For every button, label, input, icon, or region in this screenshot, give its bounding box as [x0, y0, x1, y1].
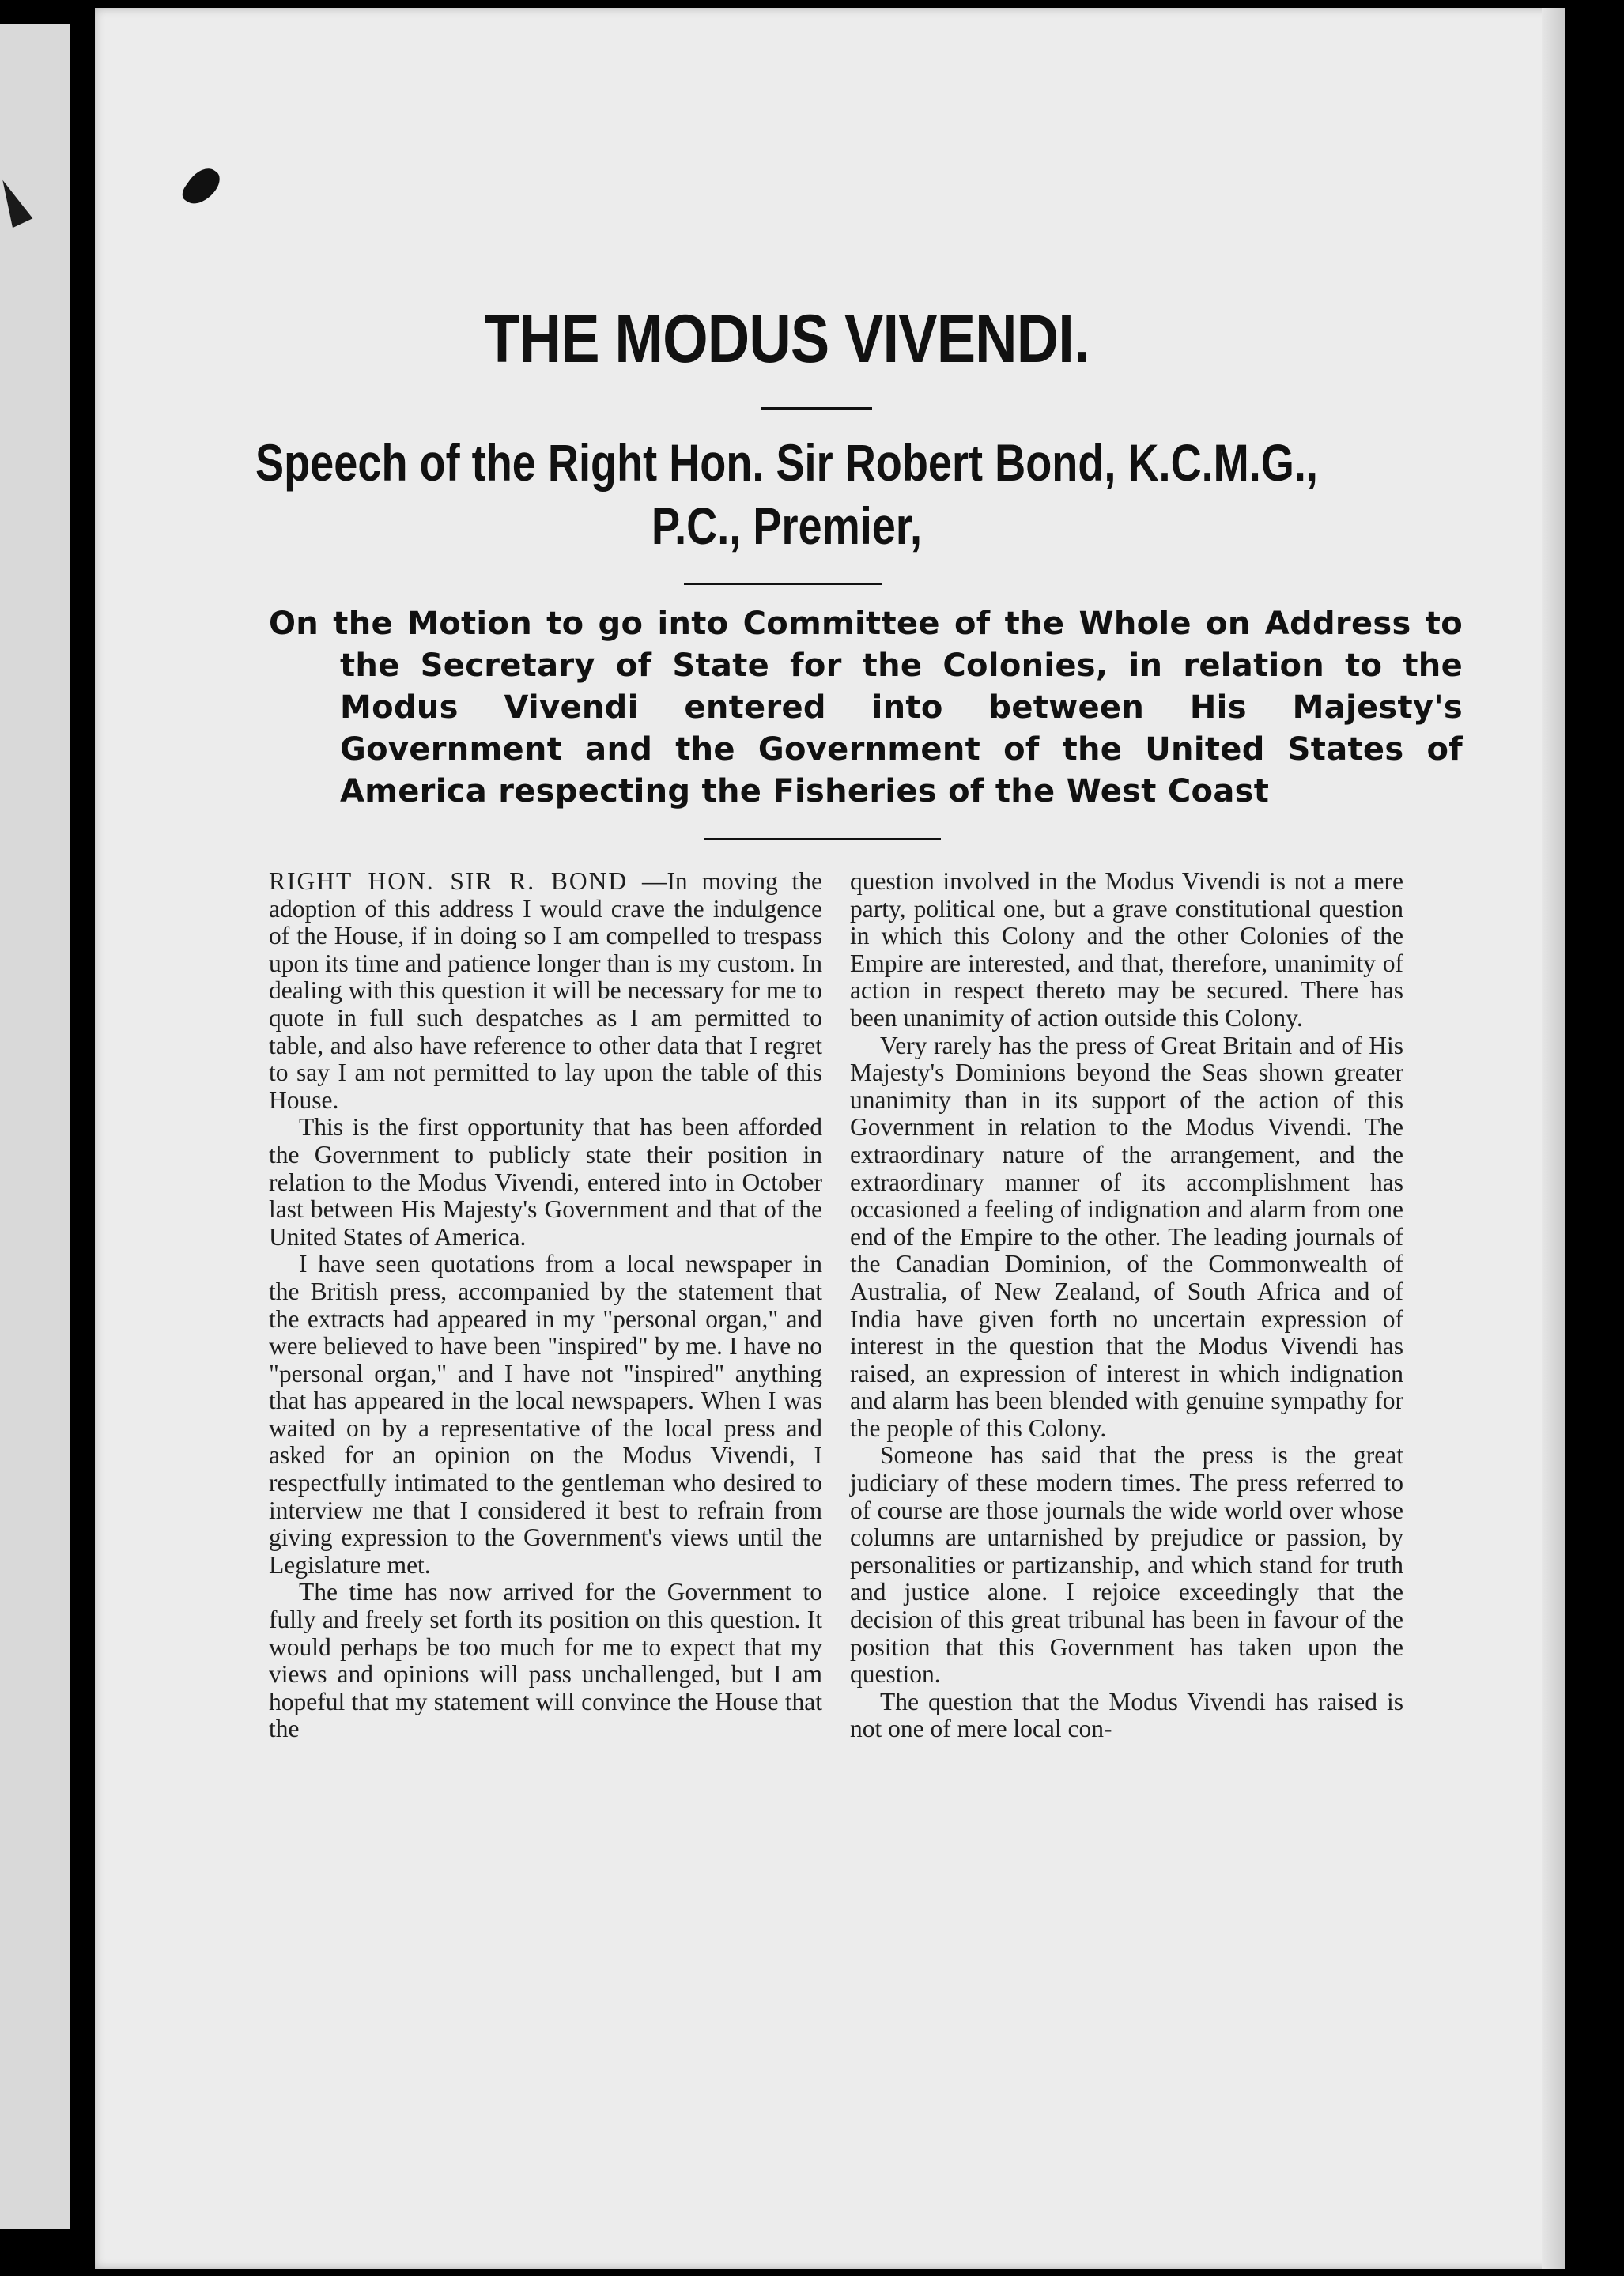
- document-page: [95, 8, 1565, 2269]
- paragraph: question involved in the Modus Vivendi is not a mere party, political one, but a grave constitutional question in which this Colony and the other Colonies of the Empire are interested, and that, therefore, unanimity of action in respect thereto may be secured. There has been unanimity of action outside this Colony.: [850, 867, 1403, 1032]
- text-column-left: [269, 868, 822, 1743]
- paragraph: This is the first opportunity that has been afforded the Government to publicly state their position in relation to the Modus Vivendi, entered into in October last between His Majesty's Government and that of the United States of America.: [269, 1113, 822, 1251]
- motion-heading: On the Motion to go into Committee of the Whole on Address to the Secretary of State for the Colonies, in relation to the Modus Vivendi entered into between His Majesty's Government and the Government of the United States of America respecting the Fisheries of the West Coast: [269, 606, 1463, 810]
- title-rule: [761, 407, 872, 410]
- subtitle-line-1: Speech of the Right Hon. Sir Robert Bond, K.C.M.G.,: [255, 433, 1318, 492]
- document-title: THE MODUS VIVENDI.: [484, 301, 1090, 377]
- subtitle-rule: [684, 583, 882, 585]
- speaker-name: RIGHT HON. SIR R. BOND: [269, 867, 629, 895]
- paragraph: I have seen quotations from a local newspaper in the British press, accompanied by the statement that the extracts had appeared in my "personal organ," and were believed to have been "inspired" by me. I have no "personal organ," and I have not "inspired" anything that has appeared in the local newspapers. When I was waited on by a representative of the local press and asked for an opinion on the Modus Vivendi, I respectfully intimated to the gentleman who desired to interview me that I considered it best to refrain from giving expression to the Government's views until the Legislature met.: [269, 1250, 822, 1579]
- motion-rule: [704, 838, 941, 840]
- paragraph: Very rarely has the press of Great Britain and of His Majesty's Dominions beyond the Seas shown greater unanimity than in its support of the action of this Government in relation to the Modus Vivendi. The extraordinary nature of the arrangement, and the extraordinary manner of its accomplishment has occasioned a feeling of indignation and alarm from one end of the Empire to the other. The leading journals of the Canadian Dominion, of the Commonwealth of Australia, of New Zealand, of South Africa and of India have given forth no uncertain expression of interest in the question that the Modus Vivendi has raised, an expression of interest in which indignation and alarm has been blended with genuine sympathy for the people of this Colony.: [850, 1031, 1403, 1442]
- paragraph: The question that the Modus Vivendi has raised is not one of mere local con-: [850, 1687, 1403, 1743]
- paragraph: RIGHT HON. SIR R. BOND —In moving the adoption of this address I would crave the indulgence of the House, if in doing so I am compelled to trespass upon its time and patience longer than is my custom. In dealing with this question it will be necessary for me to quote in full such despatches as I am permitted to table, and also have reference to other data that I regret to say I am not permitted to lay upon the table of this House.: [269, 867, 823, 1114]
- paragraph: Someone has said that the press is the great judiciary of these modern times. The press referred to of course are those journals the wide world over whose columns are untarnished by prejudice or passion, by personalities or partizanship, and which stand for truth and justice alone. I rejoice exceedingly that the decision of this great tribunal has been in favour of the position that this Government has taken upon the question.: [850, 1441, 1403, 1689]
- facing-page-ink-mark: [0, 176, 32, 228]
- speech-subtitle: [220, 431, 1354, 557]
- facing-page-edge: [0, 24, 70, 2229]
- subtitle-line-2: P.C., Premier,: [651, 496, 922, 555]
- paragraph: The time has now arrived for the Government to fully and freely set forth its position on this question. It would perhaps be too much for me to expect that my views and opinions will pass unchallenged, but I am hopeful that my statement will convince the House that the: [269, 1578, 822, 1743]
- text-column-right: [850, 868, 1403, 1743]
- page-shadow-edge: [1542, 8, 1565, 2269]
- ink-blot-mark: [179, 162, 225, 211]
